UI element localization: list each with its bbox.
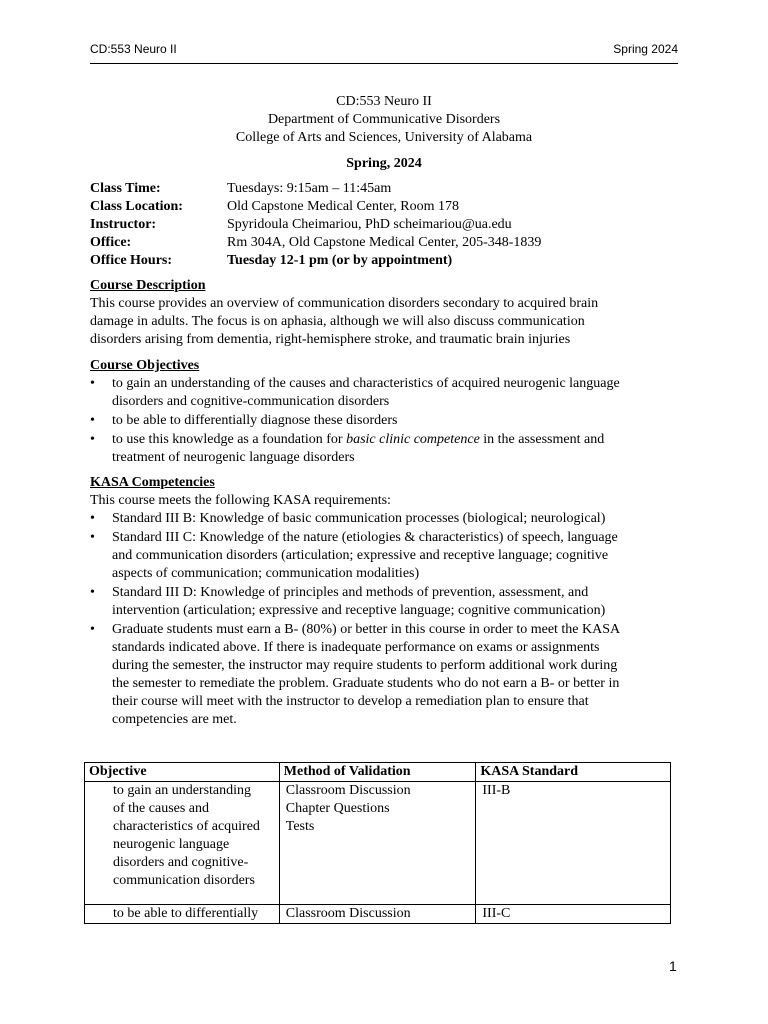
info-label: Class Location: bbox=[90, 199, 183, 214]
validation-cell: Classroom Discussion Chapter Questions Tests bbox=[279, 782, 476, 905]
kasa-intro: This course meets the following KASA requirements: bbox=[90, 493, 391, 508]
validation-cell: Classroom Discussion bbox=[279, 905, 476, 924]
page-number: 1 bbox=[669, 958, 677, 974]
info-label: Office Hours: bbox=[90, 253, 173, 268]
list-item: • to be able to differentially diagnose these disorders bbox=[90, 413, 398, 428]
info-row bbox=[90, 234, 541, 252]
course-objectives bbox=[90, 357, 678, 468]
bullet-icon: • bbox=[90, 622, 95, 637]
list-item: • to gain an understanding of the causes and characteristics of acquired neurogenic language disorders and cognitive-communication disorders bbox=[90, 376, 620, 409]
running-header bbox=[90, 42, 678, 56]
bullet-icon: • bbox=[90, 585, 95, 600]
section-heading: Course Objectives bbox=[90, 358, 200, 373]
section-heading: KASA Competencies bbox=[90, 475, 215, 490]
table-row bbox=[85, 905, 671, 924]
info-row bbox=[90, 198, 541, 216]
table-header-row bbox=[85, 763, 671, 782]
list-item: • Standard III D: Knowledge of principles and methods of prevention, assessment, and intervention (articulation; expressive and receptive language; cognitive communication) bbox=[90, 585, 606, 618]
info-value: Rm 304A, Old Capstone Medical Center, 205-348-1839 bbox=[227, 235, 542, 250]
list-item: • Graduate students must earn a B- (80%) or better in this course in order to meet the KASA standards indicated above. If there is inadequate performance on exams or assignments during the semester, the instructor may require students to perform additional work during the semester to remediate the problem. Graduate students who do not earn a B- or better in their course will meet with the instructor to develop a remediation plan to ensure that competencies are met. bbox=[90, 622, 621, 727]
office-hours-value: Tuesday 12-1 pm (or by appointment) bbox=[227, 253, 453, 268]
header-rule bbox=[90, 63, 678, 64]
section-heading: Course Description bbox=[90, 278, 206, 293]
term-title: Spring, 2024 bbox=[346, 156, 422, 171]
column-header: KASA Standard bbox=[476, 763, 671, 782]
objectives-list bbox=[90, 375, 678, 467]
course-description bbox=[90, 277, 678, 349]
column-header: Method of Validation bbox=[279, 763, 476, 782]
bullet-icon: • bbox=[90, 511, 95, 526]
header-term: Spring 2024 bbox=[613, 42, 678, 56]
info-row bbox=[90, 216, 541, 234]
title-block bbox=[90, 93, 678, 173]
info-row bbox=[90, 180, 541, 198]
column-header: Objective bbox=[85, 763, 280, 782]
list-item: • to use this knowledge as a foundation for basic clinic competence in the assessment and treatment of neurogenic language disorders bbox=[90, 432, 605, 465]
kasa-competencies bbox=[90, 474, 678, 730]
info-value: Tuesdays: 9:15am – 11:45am bbox=[227, 181, 392, 196]
description-line: damage in adults. The focus is on aphasia, although we will also discuss communication bbox=[90, 314, 585, 329]
standard-cell: III-B bbox=[476, 782, 671, 905]
department-name: Department of Communicative Disorders bbox=[267, 112, 501, 127]
kasa-list bbox=[90, 510, 678, 729]
bullet-icon: • bbox=[90, 530, 95, 545]
bullet-icon: • bbox=[90, 432, 95, 447]
table-row bbox=[85, 782, 671, 905]
info-value: Old Capstone Medical Center, Room 178 bbox=[227, 199, 459, 214]
info-label: Instructor: bbox=[90, 217, 157, 232]
objective-cell: to gain an understanding of the causes and characteristics of acquired neurogenic language disorders and cognitive- communication disorders bbox=[85, 782, 280, 905]
standard-cell: III-C bbox=[476, 905, 671, 924]
header-course: CD:553 Neuro II bbox=[90, 42, 177, 56]
description-line: This course provides an overview of communication disorders secondary to acquired brain bbox=[90, 296, 599, 311]
description-line: disorders arising from dementia, right-hemisphere stroke, and traumatic brain injuries bbox=[90, 332, 571, 347]
bullet-icon: • bbox=[90, 376, 95, 391]
info-value: Spyridoula Cheimariou, PhD scheimariou@ua.edu bbox=[227, 217, 512, 232]
course-title: CD:553 Neuro II bbox=[336, 94, 432, 109]
kasa-table bbox=[84, 762, 671, 924]
objective-cell: to be able to differentially bbox=[85, 905, 280, 924]
info-label: Class Time: bbox=[90, 181, 161, 196]
course-info bbox=[90, 180, 541, 270]
info-row bbox=[90, 252, 541, 270]
list-item: • Standard III B: Knowledge of basic communication processes (biological; neurological) bbox=[90, 511, 606, 526]
college-name: College of Arts and Sciences, University of Alabama bbox=[235, 130, 533, 145]
info-label: Office: bbox=[90, 235, 132, 250]
list-item: • Standard III C: Knowledge of the nature (etiologies & characteristics) of speech, language and communication disorders (articulation; expressive and receptive language; cognitive aspects of communication; communication modalities) bbox=[90, 530, 618, 581]
emphasis: basic clinic competence bbox=[346, 432, 480, 447]
bullet-icon: • bbox=[90, 413, 95, 428]
